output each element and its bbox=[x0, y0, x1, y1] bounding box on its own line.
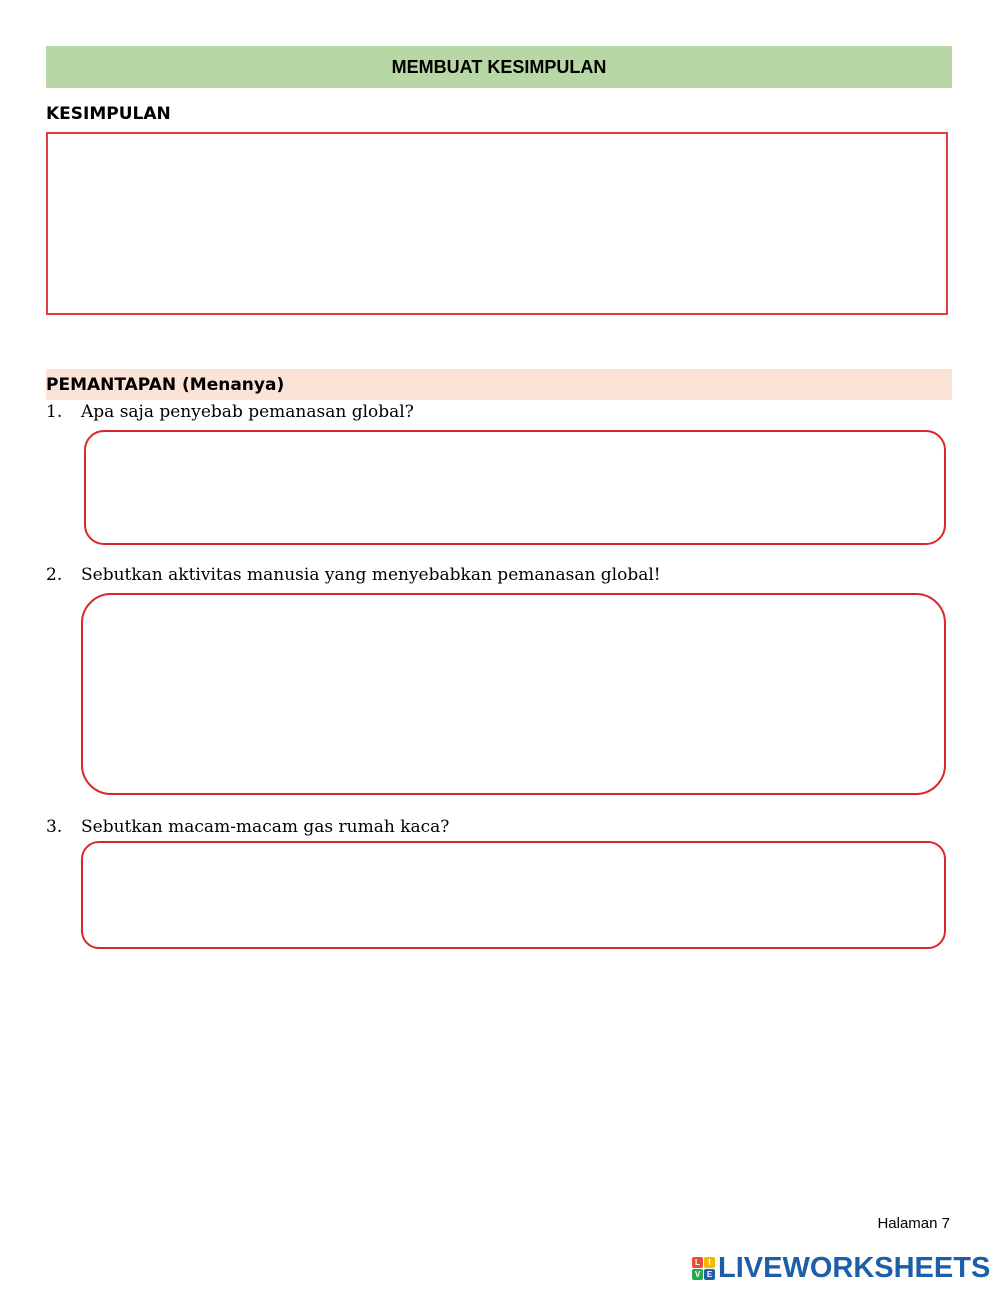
question-number: 3. bbox=[46, 817, 63, 837]
pemantapan-label: PEMANTAPAN (Menanya) bbox=[46, 374, 285, 395]
kesimpulan-answer-box[interactable] bbox=[46, 132, 948, 315]
question-text: Sebutkan macam-macam gas rumah kaca? bbox=[81, 817, 450, 837]
logo-letter: E bbox=[704, 1269, 715, 1280]
page-title: MEMBUAT KESIMPULAN bbox=[391, 56, 607, 77]
logo-text: LIVEWORKSHEETS bbox=[718, 1252, 991, 1284]
answer-box-3[interactable] bbox=[81, 841, 946, 949]
page-title-bar bbox=[46, 46, 952, 88]
logo-letter: I bbox=[704, 1257, 715, 1268]
kesimpulan-label: KESIMPULAN bbox=[46, 104, 171, 124]
question-text: Sebutkan aktivitas manusia yang menyebabkan pemanasan global! bbox=[81, 565, 661, 585]
question-2 bbox=[46, 565, 946, 589]
question-1 bbox=[46, 402, 946, 426]
answer-box-1[interactable] bbox=[84, 430, 946, 545]
question-3 bbox=[46, 817, 946, 841]
liveworksheets-logo bbox=[692, 1252, 990, 1285]
logo-icon bbox=[692, 1257, 715, 1280]
pemantapan-bar bbox=[46, 369, 952, 400]
answer-box-2[interactable] bbox=[81, 593, 946, 795]
question-text: Apa saja penyebab pemanasan global? bbox=[81, 402, 414, 422]
question-number: 1. bbox=[46, 402, 63, 422]
logo-letter: V bbox=[692, 1269, 703, 1280]
logo-letter: L bbox=[692, 1257, 703, 1268]
page-number: Halaman 7 bbox=[877, 1215, 950, 1232]
question-number: 2. bbox=[46, 565, 63, 585]
